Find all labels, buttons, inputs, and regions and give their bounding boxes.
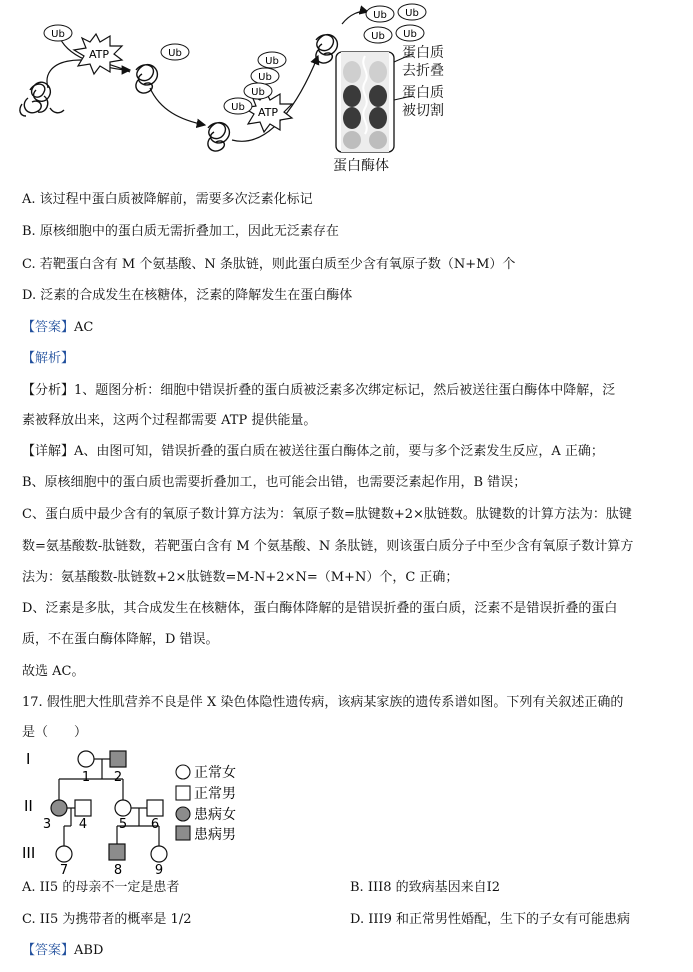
fenxi-text: 1、题图分析：细胞中错误折叠的蛋白质被泛素多次绑定标记，然后被送往蛋白酶体中降解，泛: [74, 383, 616, 398]
legend-normal-male: 正常男: [194, 786, 236, 802]
ubiquitin-icon: [398, 4, 426, 20]
atp-label: ATP: [257, 106, 279, 119]
gen-label-iii: III: [22, 844, 36, 862]
gen-label-i: I: [26, 750, 31, 768]
num-4: 4: [78, 817, 88, 832]
q17-stem-2: 是（ ）: [22, 725, 88, 740]
detail-line-7: 质，不在蛋白酶体降解，D 错误。: [22, 632, 219, 647]
label-cut-2: 被切割: [402, 103, 444, 119]
individual-ii5: [115, 800, 131, 816]
individual-i1: [78, 751, 94, 767]
flow-arrow: [150, 88, 205, 125]
q17-answer: [22, 942, 103, 960]
individual-ii4: [75, 800, 91, 816]
legend-normal-male-icon: [176, 786, 190, 800]
answer-tag: 【答案】: [22, 320, 75, 335]
q17-option-b: B. III8 的致病基因来自I2: [350, 880, 501, 895]
ubiquitin-icon: [224, 98, 252, 114]
protein-coil-icon: [316, 35, 338, 64]
legend-normal-female: 正常女: [194, 765, 236, 781]
detail-line-2: B、原核细胞中的蛋白质也需要折叠加工，也可能会出错，也需要泛素起作用，B 错误；: [22, 475, 527, 490]
svg-text:Ub: Ub: [258, 72, 272, 83]
q16-option-d: D. 泛素的合成发生在核糖体，泛素的降解发生在蛋白酶体: [22, 288, 353, 303]
q16-option-a: A. 该过程中蛋白质被降解前，需要多次泛素化标记: [22, 192, 313, 207]
analysis-tag: 【解析】: [22, 351, 75, 366]
legend-affected-male-icon: [176, 826, 190, 840]
ubiquitin-icon: [44, 25, 72, 41]
answer-value: AC: [74, 320, 94, 335]
detail-line-6: D、泛素是多肽，其合成发生在核糖体，蛋白酶体降解的是错误折叠的蛋白质，泛素不是错误折叠的蛋白: [22, 601, 618, 616]
gen-label-ii: II: [24, 797, 33, 815]
svg-text:Ub: Ub: [51, 29, 65, 40]
fenxi-tag: 【分析】: [22, 383, 75, 398]
protein-coil-icon: [208, 123, 230, 152]
individual-iii9: [151, 846, 167, 862]
fenxi-line-2: 素被释放出来，这两个过程都需要 ATP 提供能量。: [22, 413, 317, 428]
num-1: 1: [81, 770, 91, 785]
proteasome-icon: [336, 52, 394, 152]
misfolded-protein-icon: [20, 82, 64, 116]
detail-line-4: 数=氨基酸数-肽链数，若靶蛋白含有 M 个氨基酸、N 条肽链，则该蛋白质分子中至少含有氧原子数计算方: [22, 539, 634, 554]
num-2: 2: [113, 770, 123, 785]
individual-ii3: [51, 800, 67, 816]
svg-text:Ub: Ub: [405, 8, 419, 19]
pedigree-chart: [0, 742, 300, 877]
individual-ii6: [147, 800, 163, 816]
legend-affected-female: 患病女: [194, 807, 236, 823]
svg-text:Ub: Ub: [265, 56, 279, 67]
ubiquitin-icon: [251, 68, 279, 84]
individual-iii8: [109, 844, 125, 860]
ubiquitin-icon: [366, 6, 394, 22]
q17-option-c: C. II5 为携带者的概率是 1/2: [22, 912, 192, 927]
answer-tag: 【答案】: [22, 943, 75, 958]
ubiquitin-icon: [364, 27, 392, 43]
answer-value: ABD: [74, 943, 104, 958]
fenxi-line-1: [22, 382, 615, 400]
svg-text:Ub: Ub: [251, 87, 265, 98]
svg-text:Ub: Ub: [371, 31, 385, 42]
legend-affected-female-icon: [176, 807, 190, 821]
detail-line-5: 法为：氨基酸数-肽链数+2×肽链数=M-N+2×N=（M+N）个，C 正确；: [22, 570, 459, 585]
legend-normal-female-icon: [176, 765, 190, 779]
svg-text:Ub: Ub: [373, 10, 387, 21]
svg-text:Ub: Ub: [168, 48, 182, 59]
ubiquitin-icon: [258, 52, 286, 68]
pedigree-svg: [0, 742, 300, 877]
q16-answer: [22, 319, 93, 337]
label-proteasome: 蛋白酶体: [333, 158, 389, 174]
q16-option-b: B. 原核细胞中的蛋白质无需折叠加工，因此无泛素存在: [22, 224, 339, 239]
num-3: 3: [42, 817, 52, 832]
xiangjie-tag: 【详解】: [22, 444, 75, 459]
label-cut-1: 蛋白质: [402, 85, 444, 101]
ubiquitin-icon: [161, 44, 189, 60]
label-unfold-2: 去折叠: [402, 63, 444, 79]
svg-text:Ub: Ub: [403, 29, 417, 40]
q17-stem-1: 17. 假性肥大性肌营养不良是伴 X 染色体隐性遗传病，该病某家族的遗传系谱如图。下列有关叙述正确的: [22, 695, 624, 710]
num-9: 9: [154, 863, 164, 877]
ubiquitin-icon: [396, 25, 424, 41]
individual-iii7: [56, 846, 72, 862]
svg-text:Ub: Ub: [231, 102, 245, 113]
ubiquitin-figure: [0, 0, 693, 185]
q17-option-d: D. III9 和正常男性婚配，生下的子女有可能患病: [350, 912, 631, 927]
detail-text: A、由图可知，错误折叠的蛋白质在被送往蛋白酶体之前，要与多个泛素发生反应，A 正确；: [74, 444, 604, 459]
ubiquitin-icon: [244, 83, 272, 99]
num-5: 5: [118, 817, 128, 832]
detail-line-3: C、蛋白质中最少含有的氧原子数计算方法为：氧原子数=肽键数+2×肽链数。肽键数的计算方法为：肽键: [22, 507, 632, 522]
atp-label: ATP: [88, 48, 110, 61]
num-6: 6: [150, 817, 160, 832]
detail-line-1: [22, 443, 604, 461]
q17-option-a: A. II5 的母亲不一定是患者: [22, 880, 180, 895]
flow-arrow: [342, 12, 368, 25]
legend-affected-male: 患病男: [194, 827, 236, 843]
q16-option-c: C. 若靶蛋白含有 M 个氨基酸、N 条肽链，则此蛋白质至少含有氧原子数（N+M）个: [22, 257, 516, 272]
num-8: 8: [113, 863, 123, 877]
pedigree-lines: [59, 759, 159, 846]
num-7: 7: [59, 863, 69, 877]
protein-coil-icon: [136, 65, 158, 94]
label-unfold-1: 蛋白质: [402, 45, 444, 61]
individual-i2: [110, 751, 126, 767]
conclusion: 故选 AC。: [22, 664, 85, 679]
